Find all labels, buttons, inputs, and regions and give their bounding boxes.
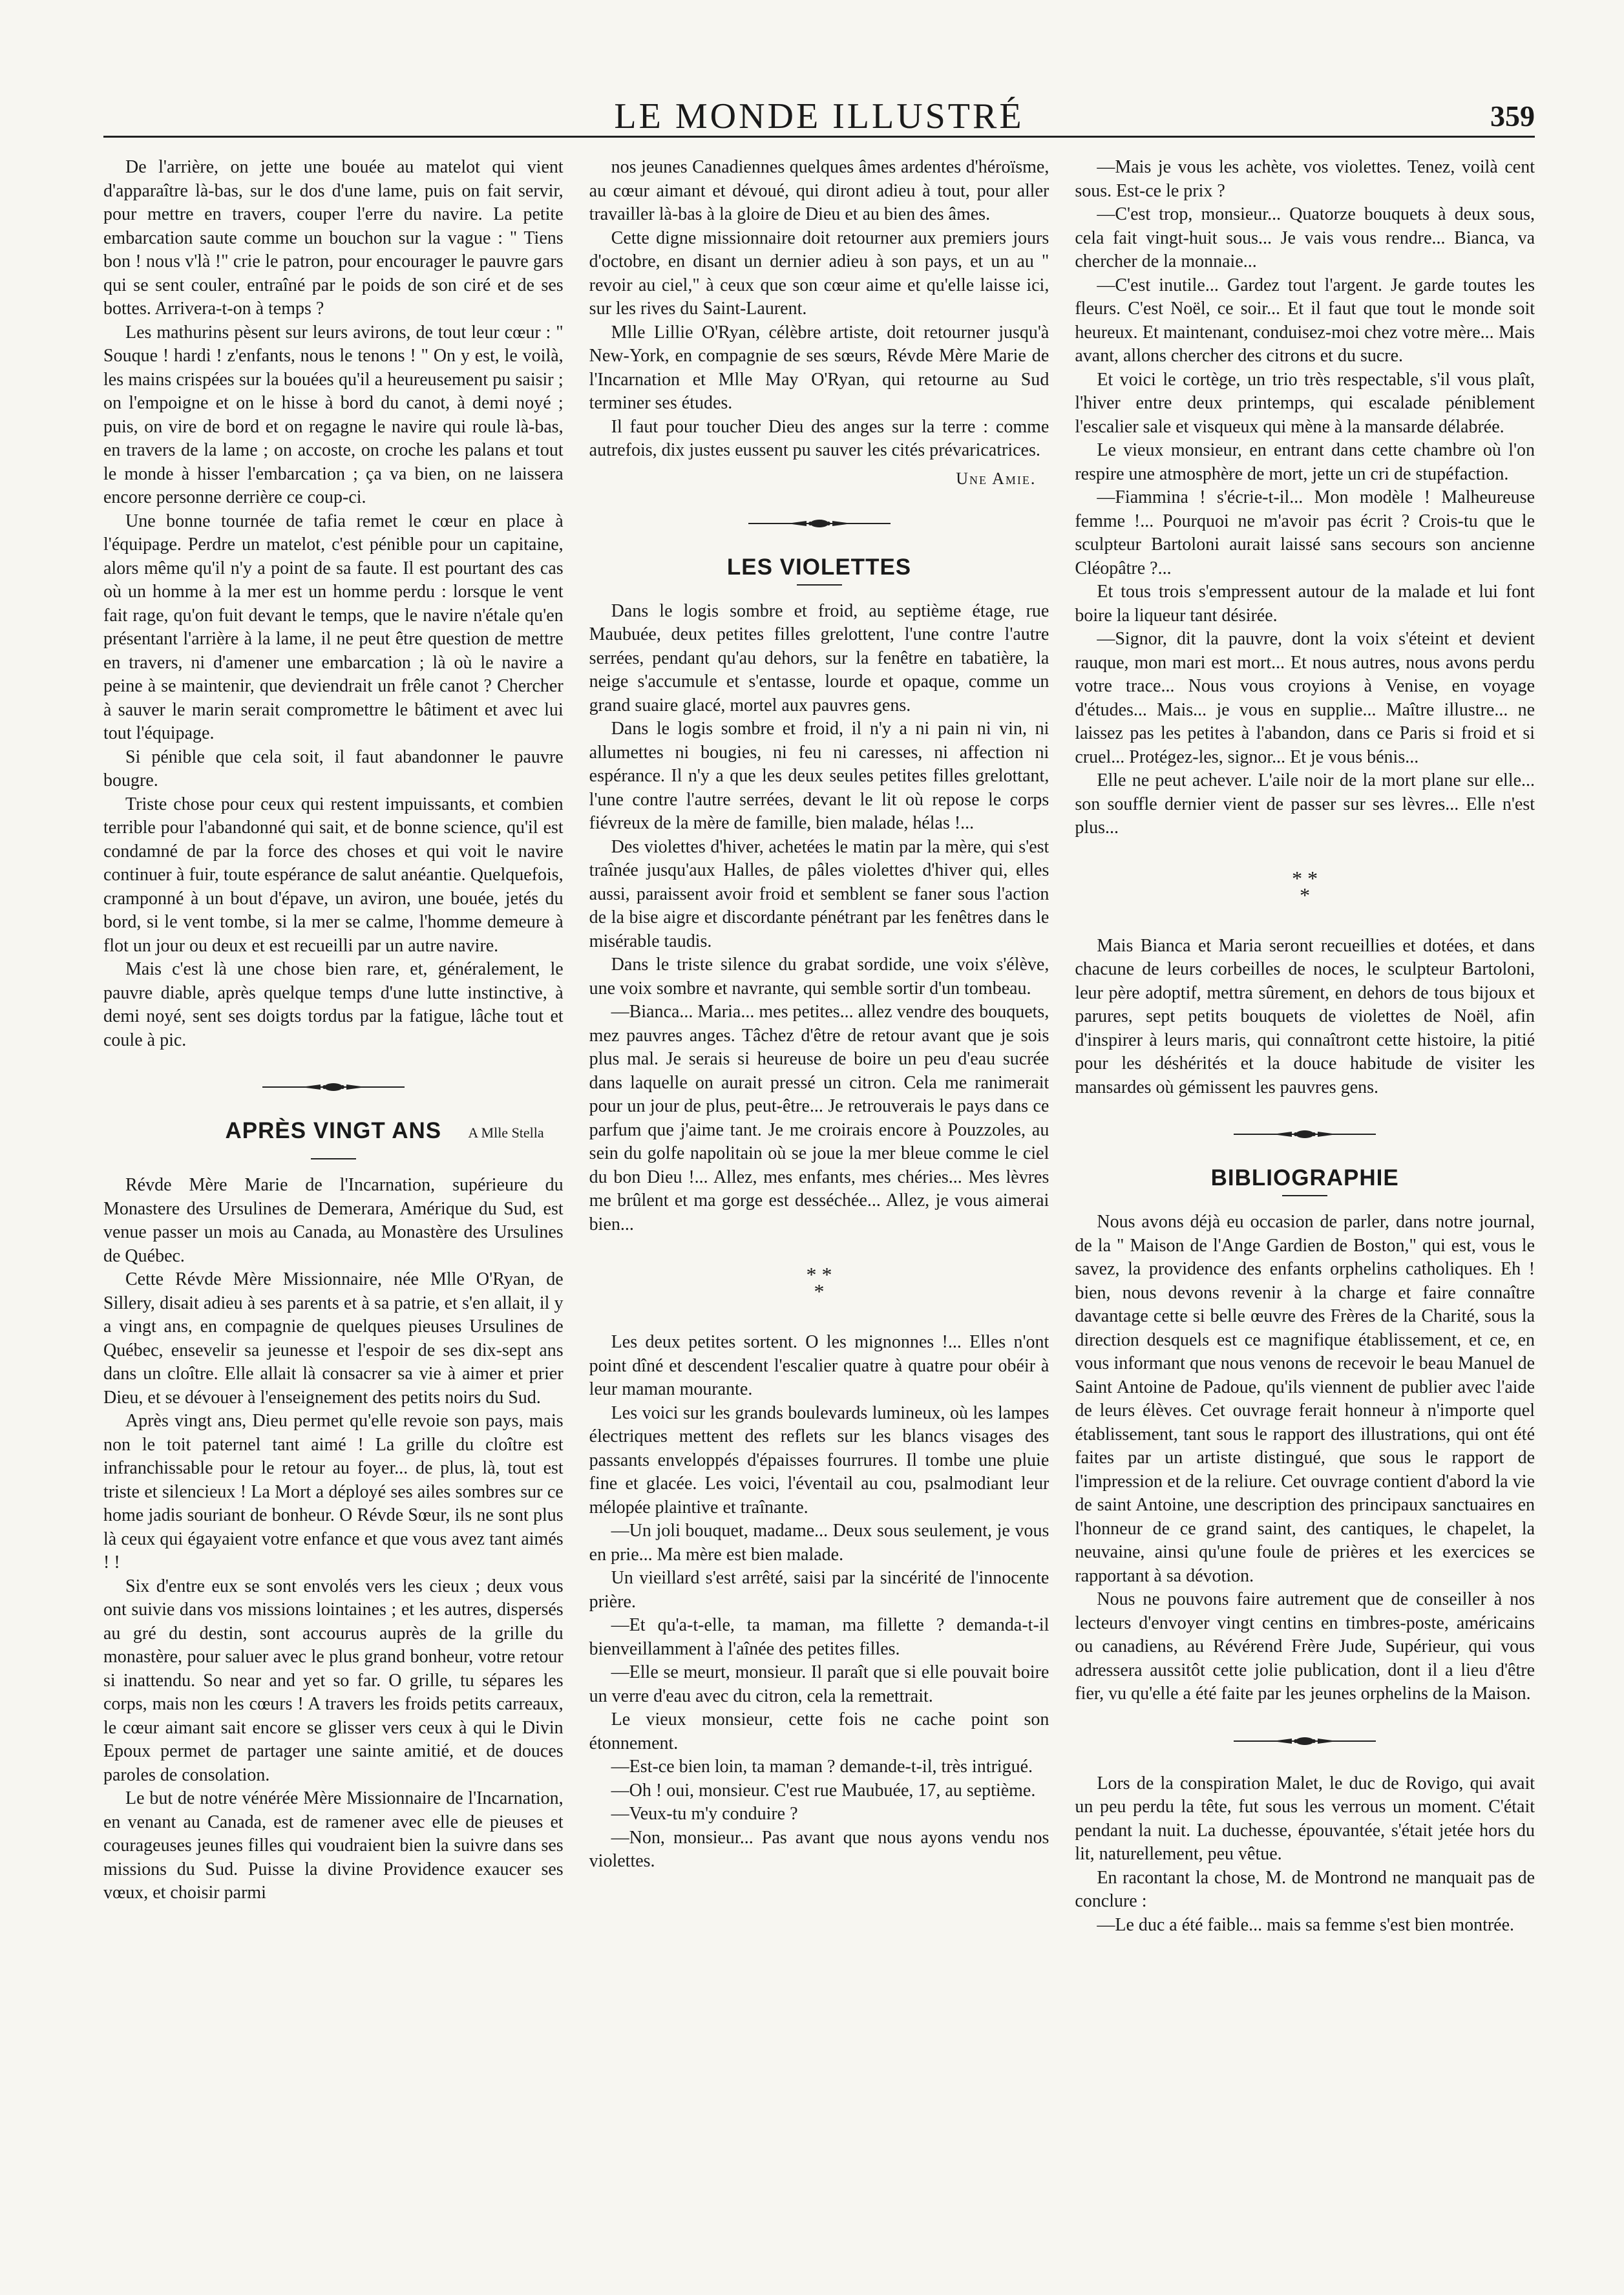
paragraph: Il faut pour toucher Dieu des anges sur la terre : comme autrefois, dix justes eussent pu sauver les cités prévaricatrices.: [589, 416, 1049, 460]
title-rule: [797, 584, 842, 586]
paragraph: —Bianca... Maria... mes petites... allez vendre des bouquets, mez pauvres anges. Tâchez d'être de retour avant que je sois plus mal. Je serais si heureuse de boire un peu d'eau sucrée dans laquelle on aurait pressé un citron. Cela me ranimerait pour un jour de plus, peut-être... Je retrouverais le pays dans ce parfum que j'aime tant. Je me croirais encore à Pouzzoles, au sein du golfe napolitain où se joue la mer bleue comme le ciel du bon Dieu !... Allez, mes enfants, mes chéries... Mes lèvres me brûlent et ma gorge est desséchée... Allez, je vous aimerai bien...: [589, 1002, 1049, 1234]
paragraph: —Mais je vous les achète, vos violettes. Tenez, voilà cent sous. Est-ce le prix ?: [1075, 157, 1535, 201]
masthead: [103, 97, 1535, 138]
paragraph: Triste chose pour ceux qui restent impuissants, et combien terrible pour l'abandonné qui sait, et de bonne science, qu'il est condamné de par la force des choses et qui voit le navire continuer à fuir, toute espérance de salut anéantie. Quelquefois, cramponné à un bout d'épave, un aviron, une bouée, jetés du bord, si le vent tombe, si la mer se calme, l'homme demeure à flot un jour ou deux et est recueilli par un autre navire.: [103, 794, 564, 956]
column-1: [103, 156, 564, 1937]
newspaper-title: LE MONDE ILLUSTRÉ: [614, 96, 1024, 136]
paragraph: Et voici le cortège, un trio très respectable, s'il vous plaît, l'hiver entre deux printemps, qui escalade péniblement l'escalier sale et visqueux qui mène à la mansarde délabrée.: [1075, 369, 1535, 437]
paragraph: Des violettes d'hiver, achetées le matin par la mère, qui s'est traînée jusqu'aux Halles, de pâles violettes d'hiver qui, elles aussi, paraissent avoir froid et semblent se faner sous l'action de la bise aigre et discordante pénétrant par les fenêtres dans le misérable taudis.: [589, 836, 1049, 951]
paragraph: Révde Mère Marie de l'Incarnation, supérieure du Monastere des Ursulines de Demerara, Amérique du Sud, est venue passer un mois au Canada, au Monastère des Ursulines de Québec.: [103, 1175, 564, 1266]
paragraph: —Oh ! oui, monsieur. C'est rue Maubuée, 17, au septième.: [611, 1780, 1036, 1801]
divider-ornament: [1234, 1736, 1376, 1746]
page-number: 359: [1490, 100, 1535, 132]
paragraph: Nous ne pouvons faire autrement que de conseiller à nos lecteurs d'envoyer vingt centins en timbres-poste, américains ou canadiens, au Révérend Frère Jude, Supérieur, qui vous adressera aussitôt cette jolie publication, dont il a lieu d'être fier, vu qu'elle a été faite par les jeunes orphelins de la Maison.: [1075, 1589, 1535, 1704]
paragraph: Le vieux monsieur, cette fois ne cache point son étonnement.: [589, 1709, 1049, 1753]
paragraph: Dans le triste silence du grabat sordide, une voix s'élève, une voix sombre et navrante, qui semble sortir d'un tombeau.: [589, 955, 1049, 999]
paragraph: Si pénible que cela soit, il faut abandonner le pauvre bougre.: [103, 746, 564, 790]
paragraph: Lors de la conspiration Malet, le duc de Rovigo, qui avait un peu perdu la tête, fut sous les verrous un moment. C'était pendant la nuit. La duchesse, épouvantée, s'était jetée hors du lit, naturellement, peu vêtue.: [1075, 1773, 1535, 1864]
divider-ornament: [262, 1082, 405, 1092]
paragraph: nos jeunes Canadiennes quelques âmes ardentes d'héroïsme, au cœur aimant et dévoué, qui diront adieu à tout, pour aller travailler là-bas à la gloire de Dieu et au bien des âmes.: [589, 157, 1049, 224]
paragraph: Dans le logis sombre et froid, il n'y a ni pain ni vin, ni allumettes ni bougies, ni feu ni caresses, ni affection ni espérance. Il n'y a que les deux seules petites filles grelottant, l'une contre l'autre serrées, devant le lit où repose le corps fiévreux de la mère de famille, bien malade, hélas !...: [589, 719, 1049, 833]
column-2: [589, 156, 1049, 1937]
paragraph: —Et qu'a-t-elle, ta maman, ma fillette ? demanda-t-il bienveillamment à l'aînée des petites filles.: [589, 1615, 1049, 1659]
paragraph: —Signor, dit la pauvre, dont la voix s'éteint et devient rauque, mon mari est mort... Et nous autres, nous avons perdu votre trace... Nous vous croyions à Venise, en voyage d'études... Mais... je vous en supplie... Maître illustre... ne laissez pas les petites à l'abandon, dans ce Paris si froid et si cruel... Protégez-les, signor... Et je vous bénis...: [1075, 629, 1535, 767]
paragraph: En racontant la chose, M. de Montrond ne manquait pas de conclure :: [1075, 1867, 1535, 1911]
paragraph: —Elle se meurt, monsieur. Il paraît que si elle pouvait boire un verre d'eau avec du citron, cela la remettrait.: [589, 1662, 1049, 1706]
paragraph: Mais c'est là une chose bien rare, et, généralement, le pauvre diable, après quelque temps d'une lutte instinctive, à demi noyé, sent ses doigts tordus par la fatigue, lâche tout et coule à pic.: [103, 959, 564, 1050]
paragraph: —Non, monsieur... Pas avant que nous ayons vendu nos violettes.: [589, 1827, 1049, 1871]
paragraph: —C'est inutile... Gardez tout l'argent. Je garde toutes les fleurs. C'est Noël, ce soir... Et il faut que tout le monde soit heureux. Et maintenant, conduisez-moi chez votre mère... Mais avant, allons chercher des citrons et du sucre.: [1075, 275, 1535, 366]
paragraph: —Veux-tu m'y conduire ?: [611, 1804, 798, 1824]
columns: [103, 156, 1535, 1937]
paragraph: Dans le logis sombre et froid, au septième étage, rue Maubuée, deux petites filles grelottent, l'une contre l'autre serrées, pendant qu'au dehors, sur la fenêtre en tabatière, la neige s'accumule et s'entasse, lourde et opaque, comme un grand suaire glacé, mortel aux pauvres gens.: [589, 600, 1049, 715]
paragraph: Elle ne peut achever. L'aile noir de la mort plane sur elle... son souffle dernier vient de passer sur ses lèvres... Elle n'est plus...: [1075, 770, 1535, 838]
paragraph: Six d'entre eux se sont envolés vers les cieux ; deux vous ont suivie dans vos missions lointaines ; et les autres, dispersés au gré du destin, sont accourus auprès de la grille du monastère, pour saluer avec le plus grand bonheur, votre retour si inattendu. So near and yet so far. O grille, tu sépares les corps, mais non les cœurs ! A travers les froids petits carreaux, le cœur aimant sait encore se glisser vers ceux à qui le Divin Epoux permet de partager une sainte amitié, et de douces paroles de consolation.: [103, 1576, 564, 1785]
paragraph: —C'est trop, monsieur... Quatorze bouquets à deux sous, cela fait vingt-huit sous... Je vais vous rendre... Bianca, va chercher de la monnaie...: [1075, 204, 1535, 271]
paragraph: Cette digne missionnaire doit retourner aux premiers jours d'octobre, en disant un dernier adieu à son pays, et un au " revoir au ciel," à ceux que son cœur aime et qu'elle laisse ici, sur les rives du Saint-Laurent.: [589, 227, 1049, 319]
paragraph: Nous avons déjà eu occasion de parler, dans notre journal, de la " Maison de l'Ange Gardien de Boston," qui est, vous le savez, la providence des enfants orphelins catholiques. Eh ! bien, nous devons revenir à la charge et faire connaître davantage cette si belle œuvre des Frères de la Charité, sous la direction desquels est ce magnifique établissement, et ce, en vous informant que nous venons de recevoir le beau Manuel de Saint Antoine de Padoue, qu'ils viennent de publier avec l'aide de leurs élèves. Cet ouvrage ferait honneur à n'importe quel établissement, tant sous le rapport des illustrations, qui ont été faites par un artiste distingué, que sous le rapport de l'impression et de la reliure. Cet ouvrage contient d'abord la vie de saint Antoine, une description des principaux sanctuaires en l'honneur de ce grand saint, des cantiques, le chapelet, la neuvaine, ainsi qu'une foule de prières et les exercices se rapportant à sa dévotion.: [1075, 1212, 1535, 1586]
column-3: [1075, 156, 1535, 1937]
signature: Une Amie.: [956, 469, 1037, 488]
paragraph: Les deux petites sortent. O les mignonnes !... Elles n'ont point dîné et descendent l'escalier quatre à quatre pour obéir à leur maman mourante.: [589, 1332, 1049, 1399]
paragraph: Les mathurins pèsent sur leurs avirons, de tout leur cœur : " Souque ! hardi ! z'enfants, nous le tenons ! " On y est, le voilà, les mains crispées sur la bouées qu'il a heureusement pu saisir ; on l'empoigne et on le hisse à bord du canot, à demi noyé ; puis, on vire de bord et on regagne le navire qui roule là-bas, en travers de la lame ; on accoste, on croche les palans et tout le monde à hisser l'embarcation ; ça va bien, on ne laissera encore personne derrière ce coup-ci.: [103, 322, 564, 507]
paragraph: Les voici sur les grands boulevards lumineux, où les lampes électriques mettent des reflets sur les blancs visages des passants enveloppés d'épaisses fourrures. Il tombe une pluie fine et glacée. Les voici, l'éventail au cou, psalmodiant leur mélopée plaintive et traînante.: [589, 1402, 1049, 1518]
dedication: A Mlle Stella: [468, 1125, 544, 1141]
title-rule: [311, 1158, 356, 1159]
paragraph: —Un joli bouquet, madame... Deux sous seulement, je vous en prie... Ma mère est bien malade.: [589, 1521, 1049, 1565]
asterism: * * *: [806, 1263, 832, 1303]
paragraph: Un vieillard s'est arrêté, saisi par la sincérité de l'innocente prière.: [589, 1568, 1049, 1612]
paragraph: —Le duc a été faible... mais sa femme s'est bien montrée.: [1097, 1914, 1515, 1935]
section-title: APRÈS VINGT ANS: [225, 1118, 442, 1143]
paragraph: —Est-ce bien loin, ta maman ? demande-t-il, très intrigué.: [611, 1757, 1033, 1777]
newspaper-page: [103, 97, 1535, 2256]
section-title: LES VIOLETTES: [726, 554, 912, 580]
paragraph: Mais Bianca et Maria seront recueillies et dotées, et dans chacune de leurs corbeilles de noces, le sculpteur Bartoloni, leur père adoptif, mettra sûrement, en dehors de tous bijoux et parures, sept petits bouquets de violettes de Noël, afin d'inspirer à leurs maris, qui connaîtront cette histoire, la pitié pour les déshérités et la douce habitude de visiter les mansardes où gémissent les pauvres gens.: [1075, 935, 1535, 1097]
paragraph: Le but de notre vénérée Mère Missionnaire de l'Incarnation, en venant au Canada, est de ramener avec elle de pieuses et courageuses jeunes filles qui voudraient bien la suivre dans ses missions du Sud. Puisse la divine Providence exaucer ses vœux, et choisir parmi: [103, 1788, 564, 1903]
paragraph: Mlle Lillie O'Ryan, célèbre artiste, doit retourner jusqu'à New-York, en compagnie de ses sœurs, Révde Mère Marie de l'Incarnation et Mlle May O'Ryan, qui retourne au Sud terminer ses études.: [589, 322, 1049, 413]
title-rule: [1282, 1195, 1327, 1196]
asterism: * * *: [1292, 866, 1318, 907]
paragraph: Et tous trois s'empressent autour de la malade et lui font boire la liqueur tant désirée.: [1075, 582, 1535, 626]
divider-ornament: [1234, 1129, 1376, 1139]
paragraph: De l'arrière, on jette une bouée au matelot qui vient d'apparaître là-bas, sur le dos d'une lame, puis on fait servir, pour mettre en travers, couper l'erre du navire. La petite embarcation saute comme un bouchon sur la vague : " Tiens bon ! nous v'là !" crie le patron, pour encourager le pauvre gars qui se sent couler, entraîné par le poids de son ciré et de ses bottes. Arrivera-t-on à temps ?: [103, 157, 564, 319]
section-title: BIBLIOGRAPHIE: [1210, 1165, 1399, 1190]
divider-ornament: [748, 518, 891, 529]
paragraph: —Fiammina ! s'écrie-t-il... Mon modèle ! Malheureuse femme !... Pourquoi ne m'avoir pas écrit ? Crois-tu que le sculpteur Bartoloni aurait laissé sans secours son ancienne Cléopâtre ?...: [1075, 487, 1535, 578]
paragraph: Après vingt ans, Dieu permet qu'elle revoie son pays, mais non le toit paternel tant aimé ! La grille du cloître est infranchissable pour le retour au foyer... de plus, là, tout est triste et silencieux ! La Mort a déployé ses ailes sombres sur ce home jadis souriant de bonheur. O Révde Sœur, ils ne sont plus là ceux qui égayaient votre enfance et que vous avez tant aimés ! !: [103, 1411, 564, 1572]
paragraph: Le vieux monsieur, en entrant dans cette chambre où l'on respire une atmosphère de mort, jette un cri de stupéfaction.: [1075, 440, 1535, 484]
paragraph: Une bonne tournée de tafia remet le cœur en place à l'équipage. Perdre un matelot, c'est pénible pour un capitaine, alors même qu'il n'y a point de sa faute. Il est pourtant des cas où un homme à la mer est un homme perdu : lorsque le vent fait rage, qu'on fuit devant le temps, que le navire n'étale qu'en présentant l'arrière à la lame, il ne peut être question de mettre en travers, ni d'amener une embarcation ; là où le navire a peine à se maintenir, que deviendrait un frêle canot ? Chercher à sauver le marin serait compromettre le bâtiment et avec lui tout l'équipage.: [103, 511, 564, 743]
paragraph: Cette Révde Mère Missionnaire, née Mlle O'Ryan, de Sillery, disait adieu à ses parents et à sa patrie, et s'en allait, il y a vingt ans, en compagnie de quelques pieuses Ursulines de Québec, ensevelir sa jeunesse et l'espoir de ses dix-sept ans dans un cloître. Elle allait là consacrer sa vie à aimer et prier Dieu, et se dévouer à l'enseignement des petits noirs du Sud.: [103, 1269, 564, 1408]
